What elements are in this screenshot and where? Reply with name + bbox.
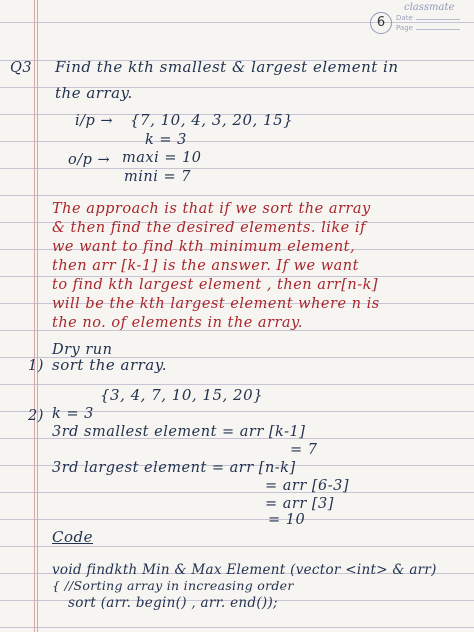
- input-array: {7, 10, 4, 3, 20, 15}: [130, 111, 294, 129]
- largest-result: = 10: [268, 512, 306, 528]
- min-output: mini = 7: [124, 169, 191, 185]
- sorted-array: {3, 4, 7, 10, 15, 20}: [100, 386, 264, 404]
- approach-line: the no. of elements in the array.: [52, 315, 303, 331]
- k-value: k = 3: [145, 132, 187, 148]
- approach-line: will be the kth largest element where n is: [52, 296, 380, 312]
- approach-line: The approach is that if we sort the array: [52, 201, 371, 217]
- step-2-number: 2): [28, 408, 44, 424]
- page-number-badge: 6: [370, 12, 392, 34]
- smallest-result: = 7: [290, 442, 318, 458]
- largest-step-1: = arr [6-3]: [265, 478, 350, 494]
- step-2-text: k = 3: [52, 406, 94, 422]
- code-signature: void findkth Min & Max Element (vector <int> & arr): [52, 562, 437, 578]
- date-field: [396, 14, 460, 22]
- brand-logo: classmate: [404, 2, 455, 13]
- page-field: [396, 24, 460, 32]
- code-sort-call: sort (arr. begin() , arr. end());: [68, 595, 278, 611]
- approach-line: & then find the desired elements. like if: [52, 220, 366, 236]
- margin-line: [34, 0, 35, 632]
- question-line-1: Find the kth smallest & largest element in: [55, 58, 399, 76]
- approach-line: to find kth largest element , then arr[n-k]: [52, 277, 379, 293]
- step-1-text: sort the array.: [52, 356, 168, 374]
- question-label: Q3: [10, 60, 33, 76]
- approach-line: we want to find kth minimum element,: [52, 239, 356, 255]
- dry-run-title: Dry run: [52, 342, 113, 358]
- step-1-number: 1): [28, 358, 44, 374]
- margin-line-inner: [37, 0, 38, 632]
- input-label: i/p →: [75, 113, 114, 129]
- page-label: Page: [396, 24, 413, 32]
- largest-expression: 3rd largest element = arr [n-k]: [52, 460, 296, 476]
- output-label: o/p →: [68, 152, 111, 168]
- max-output: maxi = 10: [122, 150, 202, 166]
- largest-step-2: = arr [3]: [265, 496, 334, 512]
- smallest-expression: 3rd smallest element = arr [k-1]: [52, 424, 306, 440]
- code-title: Code: [52, 528, 93, 546]
- approach-line: then arr [k-1] is the answer. If we want: [52, 258, 359, 274]
- code-comment: { //Sorting array in increasing order: [52, 578, 294, 593]
- date-label: Date: [396, 14, 413, 22]
- question-line-2: the array.: [55, 84, 133, 102]
